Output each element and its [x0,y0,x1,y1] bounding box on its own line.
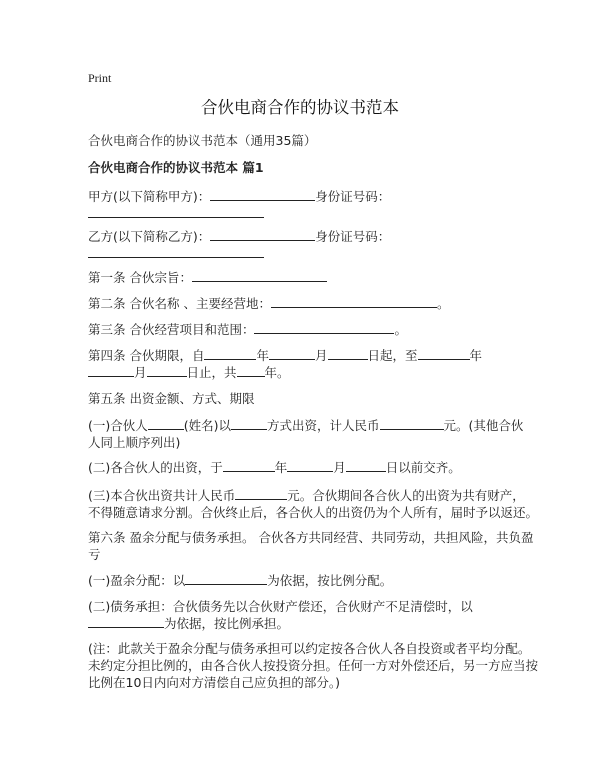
party-b-id: 身份证号码： [315,229,391,244]
note [88,640,539,691]
blank [88,245,264,258]
text: 为依据，按比例分配。 [267,573,393,588]
article-6-1 [88,572,518,589]
text: (一)盈余分配：以 [88,573,186,588]
article-5-1 [88,417,524,451]
blank [235,487,287,500]
section-heading: 合伙电商合作的协议书范本 篇1 [88,160,264,175]
text: 元。(其他合伙 [443,418,524,433]
subtitle: 合伙电商合作的协议书范本（通用35篇） [88,133,317,148]
blank [287,459,333,472]
text: 月 [333,460,346,475]
text: (姓名)以 [183,418,232,433]
article-6-2 [88,598,518,632]
text: 人同上顺序列出) [88,435,181,450]
article-5-2 [88,459,518,476]
text: 亏 [88,547,101,562]
article-1 [88,269,518,286]
page-title: 合伙电商合作的协议书范本 [201,98,399,117]
blank [185,572,267,585]
text: 为依据，按比例承担。 [164,616,290,631]
text: (三)本合伙出资共计人民币 [88,488,236,503]
article-4 [88,347,518,381]
article-2-text: 第二条 合伙名称 、主要经营地： [88,296,271,311]
text: 日以前交齐。 [385,460,461,475]
year: 年 [256,348,269,363]
party-a-label: 甲方(以下简称甲方)： [88,189,211,204]
blank [148,417,184,430]
note-line: 未约定分担比例的，由各合伙人按投资分担。任何一方对外偿还后，另一方应当按 [88,658,539,673]
party-b [88,228,518,262]
blank [418,347,470,360]
blank [380,417,444,430]
party-a-id: 身份证号码： [315,189,391,204]
blank [328,347,368,360]
article-3-text: 第三条 合伙经营项目和范围： [88,322,255,337]
day-from: 日起，至 [367,348,418,363]
period: 。 [436,296,450,311]
blank [237,364,265,377]
text: 方式出资，计人民币 [267,418,380,433]
month: 月 [315,348,328,363]
blank [346,459,386,472]
blank [204,347,256,360]
blank [223,459,275,472]
party-a [88,188,518,222]
day-to: 日止，共 [186,365,237,380]
article-2 [88,295,518,312]
article-6 [88,529,534,563]
article-1-text: 第一条 合伙宗旨： [88,270,192,285]
print-link[interactable]: Print [88,71,112,85]
note-line: 比例在10日内向对方清偿自己应负担的部分。) [88,675,341,690]
article-5: 第五条 出资金额、方式、期限 [88,391,255,406]
blank [269,347,315,360]
article-5-3 [88,487,539,521]
blank [254,321,394,334]
month: 月 [134,365,147,380]
party-b-label: 乙方(以下简称乙方)： [88,229,211,244]
blank [210,188,315,201]
text: (一)合伙人 [88,418,148,433]
text: 第六条 盈余分配与债务承担。 合伙各方共同经营、共同劳动，共担风险，共负盈 [88,530,534,545]
blank [88,364,134,377]
blank [192,269,327,282]
note-line: (注：此款关于盈余分配与债务承担可以约定按各合伙人各自投资或者平均分配。 [88,641,531,656]
period: 。 [394,322,407,337]
blank [231,417,267,430]
blank [88,615,164,628]
article-4-text: 第四条 合伙期限，自 [88,348,205,363]
blank [147,364,187,377]
article-3 [88,321,518,338]
blank [271,295,437,308]
text: 不得随意请求分割。合伙终止后，各合伙人的出资仍为个人所有，届时予以返还。 [88,505,539,520]
year-end: 年。 [264,365,290,380]
text: 年 [274,460,288,475]
text: (二)债务承担：合伙债务先以合伙财产偿还，合伙财产不足清偿时，以 [88,599,473,614]
blank [88,205,264,218]
text: (二)各合伙人的出资，于 [88,460,223,475]
year: 年 [469,348,483,363]
text: 元。合伙期间各合伙人的出资为共有财产， [287,488,525,503]
blank [210,228,315,241]
